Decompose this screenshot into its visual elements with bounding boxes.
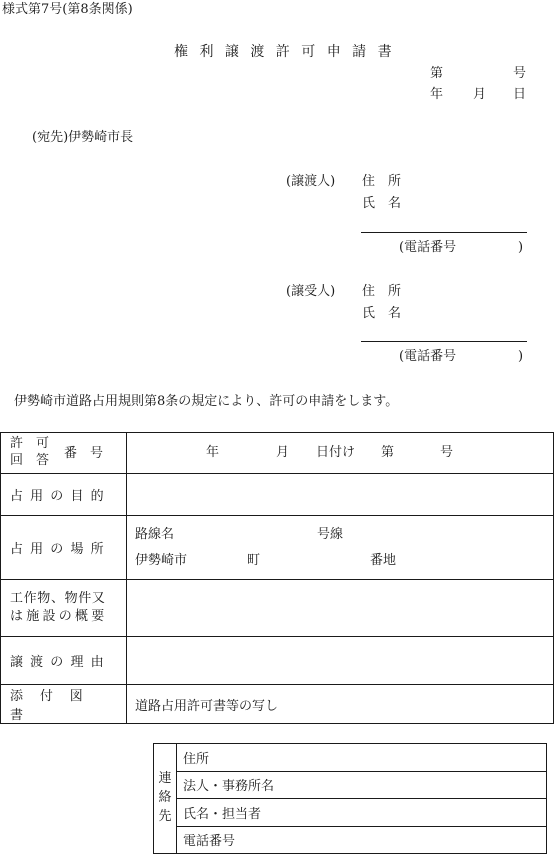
permit-table xyxy=(0,432,554,724)
form-number: 様式第7号(第8条関係) xyxy=(2,2,133,17)
transferor-phone-open: (電話番号 xyxy=(399,240,457,255)
structure-row xyxy=(1,580,554,637)
permit-number-value[interactable] xyxy=(127,433,554,474)
route-name-label: 路線名 xyxy=(135,527,175,542)
permit-month: 月 xyxy=(276,445,290,460)
transferee-phone-open: (電話番号 xyxy=(399,349,457,364)
permit-day: 日付け xyxy=(316,445,356,460)
structure-value[interactable] xyxy=(127,580,554,637)
town-label: 町 xyxy=(247,553,261,568)
addressee: (宛先)伊勢崎市長 xyxy=(32,130,134,145)
transferee-phone-close: ) xyxy=(518,349,524,364)
permit-label-line2: 回 答 xyxy=(10,453,50,468)
doc-number-go: 号 xyxy=(513,66,527,81)
transferor-signature-line xyxy=(361,232,527,233)
doc-number-dai: 第 xyxy=(430,66,444,81)
contact-corp-row xyxy=(154,771,547,799)
permit-label-line1: 許 可 xyxy=(10,436,50,451)
structure-label xyxy=(1,580,127,637)
reason-row xyxy=(1,637,554,685)
place-row xyxy=(1,516,554,580)
transferor-name-label: 氏 名 xyxy=(362,196,402,211)
permit-number-label xyxy=(1,433,127,474)
purpose-value[interactable] xyxy=(127,474,554,516)
contact-table xyxy=(153,743,547,854)
contact-phone-field[interactable]: 電話番号 xyxy=(177,826,547,854)
application-statement: 伊勢崎市道路占用規則第8条の規定により、許可の申請をします。 xyxy=(14,394,399,409)
contact-side-char-1: 連 xyxy=(158,771,172,787)
permit-number-row xyxy=(1,433,554,474)
contact-side-label xyxy=(154,744,177,854)
attachment-value[interactable]: 道路占用許可書等の写し xyxy=(127,685,554,724)
transferor-address-label: 住 所 xyxy=(362,174,402,189)
transferee-address-label: 住 所 xyxy=(362,284,402,299)
contact-address-row xyxy=(154,744,547,772)
transferee-label: (譲受人) xyxy=(286,284,336,299)
contact-corp-field[interactable]: 法人・事務所名 xyxy=(177,771,547,799)
purpose-row xyxy=(1,474,554,516)
date-month: 月 xyxy=(473,87,487,102)
transferee-name-label: 氏 名 xyxy=(362,306,402,321)
permit-dai: 第 xyxy=(381,445,395,460)
contact-person-row xyxy=(154,799,547,827)
route-number-label: 号線 xyxy=(317,527,344,542)
reason-label: 譲渡の理由 xyxy=(1,637,127,685)
transferor-phone-close: ) xyxy=(518,240,524,255)
contact-person-field[interactable]: 氏名・担当者 xyxy=(177,799,547,827)
contact-side-char-3: 先 xyxy=(158,808,172,824)
reason-value[interactable] xyxy=(127,637,554,685)
attachment-row xyxy=(1,685,554,724)
banchi-label: 番地 xyxy=(370,553,397,568)
place-label: 占用の場所 xyxy=(1,516,127,580)
contact-phone-row xyxy=(154,826,547,854)
place-value[interactable] xyxy=(127,516,554,580)
contact-address-field[interactable]: 住所 xyxy=(177,744,547,772)
structure-label-line1: 工作物、物件又 xyxy=(10,591,106,607)
transferor-label: (譲渡人) xyxy=(286,174,336,189)
contact-side-char-2: 絡 xyxy=(158,790,172,806)
transferee-signature-line xyxy=(361,341,527,342)
purpose-label: 占用の目的 xyxy=(1,474,127,516)
page-title: 権 利 譲 渡 許 可 申 請 書 xyxy=(174,44,396,60)
permit-go: 号 xyxy=(440,445,454,460)
city-label: 伊勢崎市 xyxy=(135,553,188,568)
attachment-label: 添付図書 xyxy=(1,685,127,724)
date-year: 年 xyxy=(430,87,444,102)
permit-year: 年 xyxy=(206,445,220,460)
permit-label-bango: 番 号 xyxy=(64,446,104,461)
structure-label-line2: は施設の概要 xyxy=(10,609,108,624)
date-day: 日 xyxy=(513,87,527,102)
